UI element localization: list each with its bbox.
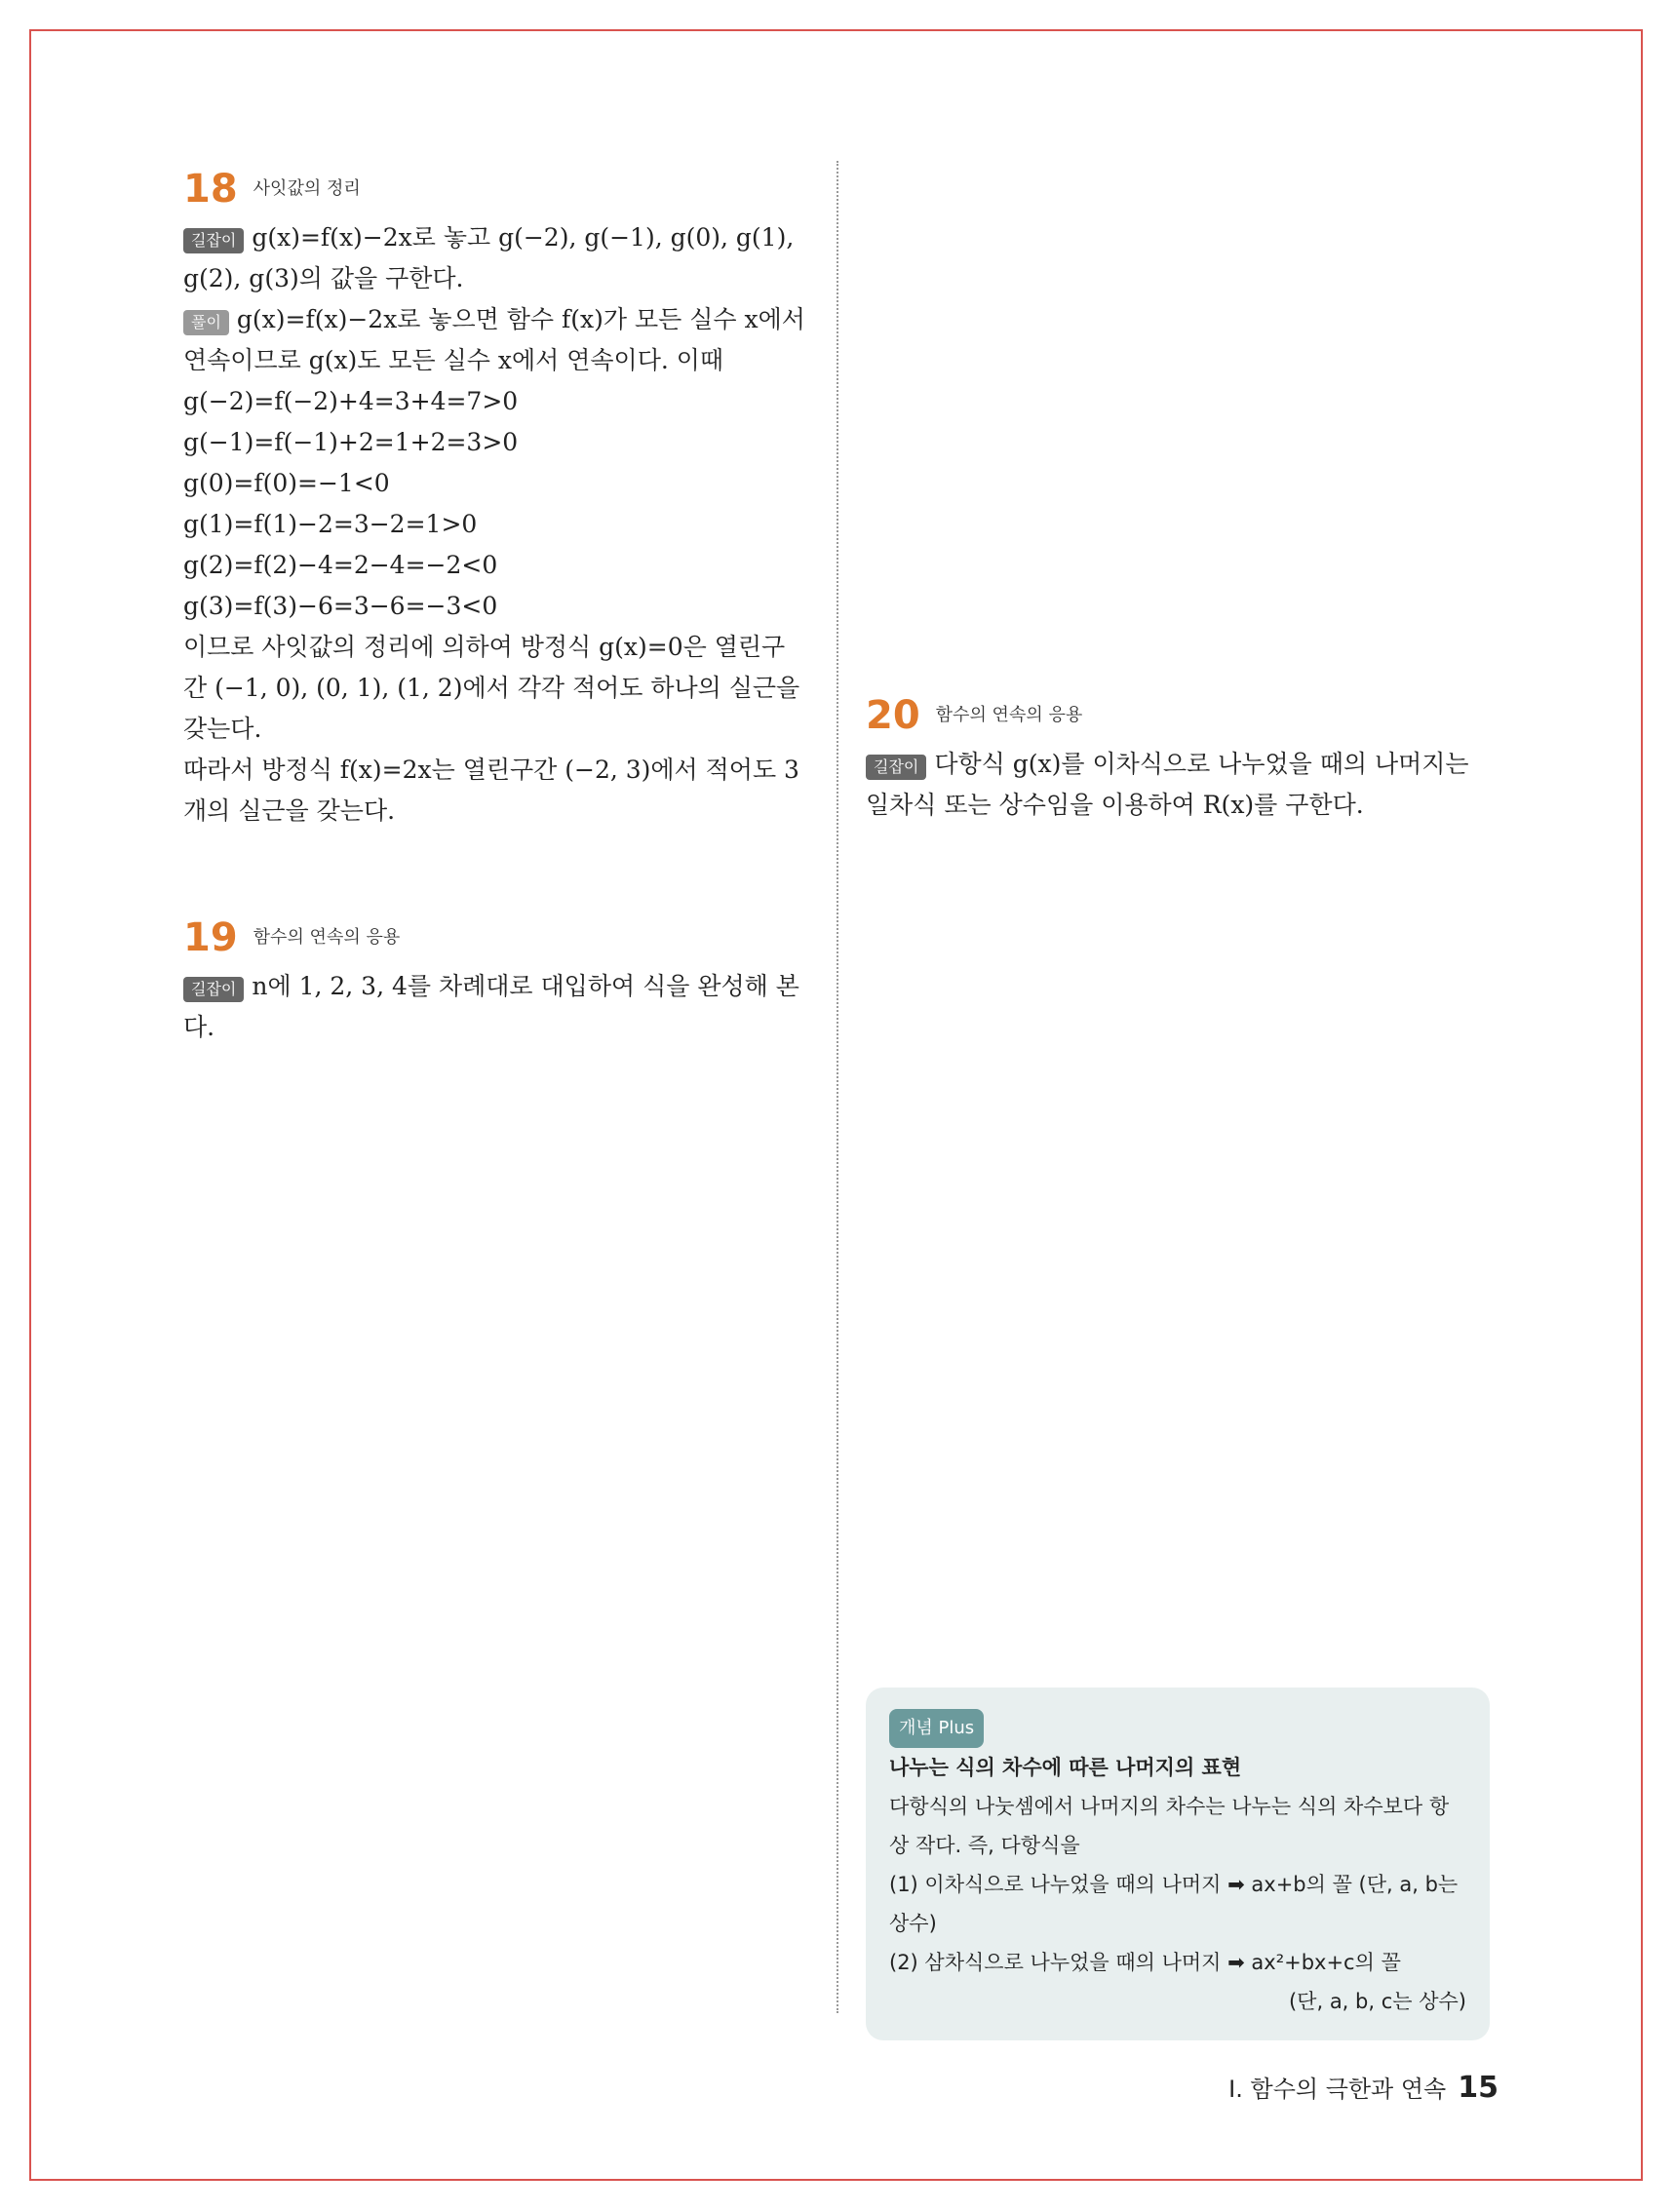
- hint-text: g(x)=f(x)−2x로 놓고 g(−2), g(−1), g(0), g(1), g(2), g(3)의 값을 구한다.: [183, 223, 795, 292]
- hint-tag: 길잡이: [183, 977, 244, 1002]
- column-divider: [837, 161, 838, 2013]
- problem-title: 함수의 연속의 응용: [935, 705, 1083, 725]
- line: g(−2)=f(−2)+4=3+4=7>0: [183, 387, 519, 415]
- problem-number: 18: [183, 167, 238, 212]
- hint-tag: 길잡이: [866, 755, 926, 780]
- concept-item: (단, a, b, c는 상수): [1288, 1990, 1466, 2013]
- line: g(2)=f(2)−4=2−4=−2<0: [183, 551, 498, 579]
- line: g(0)=f(0)=−1<0: [183, 469, 390, 497]
- hint-text: n에 1, 2, 3, 4를 차례대로 대입하여 식을 완성해 본다.: [183, 972, 799, 1041]
- solution-tag: 풀이: [183, 310, 229, 335]
- page-footer: [1228, 2070, 1499, 2105]
- problem-title: 사잇값의 정리: [253, 178, 361, 199]
- page-number: 15: [1458, 2071, 1499, 2105]
- line: g(−1)=f(−1)+2=1+2=3>0: [183, 428, 519, 456]
- line: g(x)=f(x)−2x로 놓으면 함수 f(x)가 모든 실수 x에서 연속이므로 g(x)도 모든 실수 x에서 연속이다. 이때: [183, 305, 805, 374]
- concept-item: (1) 이차식으로 나누었을 때의 나머지 ➡ ax+b의 꼴 (단, a, b는 상수): [889, 1873, 1459, 1935]
- concept-plus-tag: 개념 Plus: [889, 1709, 984, 1748]
- concept-body: 다항식의 나눗셈에서 나머지의 차수는 나누는 식의 차수보다 항상 작다. 즉, 다항식을: [889, 1795, 1450, 1857]
- left-column: [183, 161, 807, 1048]
- line: g(1)=f(1)−2=3−2=1>0: [183, 510, 478, 538]
- line: g(3)=f(3)−6=3−6=−3<0: [183, 592, 498, 620]
- concept-title: 나누는 식의 차수에 따른 나머지의 표현: [889, 1756, 1242, 1779]
- right-column: [866, 161, 1490, 2040]
- chapter-title: Ⅰ. 함수의 극한과 연속: [1228, 2076, 1447, 2103]
- problem-title: 함수의 연속의 응용: [253, 927, 401, 948]
- line: 이므로 사잇값의 정리에 의하여 방정식 g(x)=0은 열린구간 (−1, 0), (0, 1), (1, 2)에서 각각 적어도 하나의 실근을 갖는다.: [183, 633, 800, 743]
- line: 따라서 방정식 f(x)=2x는 열린구간 (−2, 3)에서 적어도 3개의 실근을 갖는다.: [183, 756, 799, 825]
- hint-tag: 길잡이: [183, 228, 244, 253]
- concept-plus-box: [866, 1688, 1490, 2040]
- concept-item: (2) 삼차식으로 나누었을 때의 나머지 ➡ ax²+bx+c의 꼴: [889, 1951, 1401, 1974]
- problem-number: 19: [183, 915, 238, 960]
- hint-text: 다항식 g(x)를 이차식으로 나누었을 때의 나머지는 일차식 또는 상수임을 이용하여 R(x)를 구한다.: [866, 750, 1469, 819]
- problem-number: 20: [866, 693, 920, 738]
